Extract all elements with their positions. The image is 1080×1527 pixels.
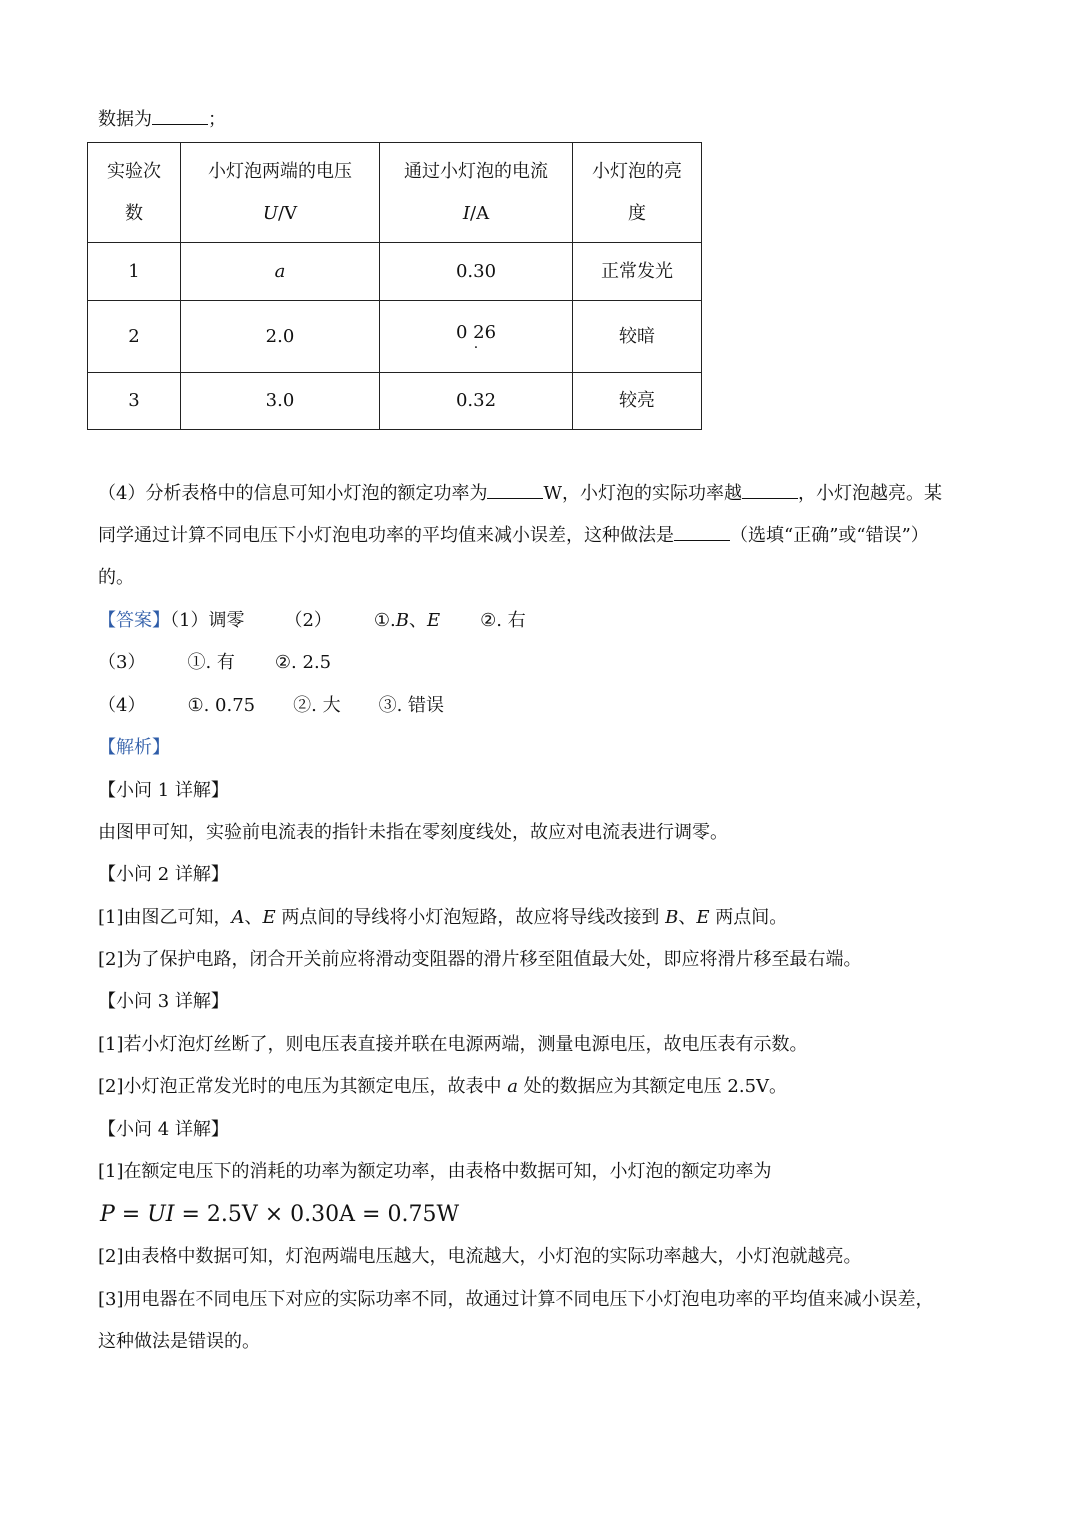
table-cell: 较暗 [573, 301, 702, 373]
section-title: 【小问 1 详解】 [98, 780, 229, 801]
header-cell: 小灯泡的亮 度 [573, 143, 702, 243]
table-cell: 3 [88, 373, 181, 430]
table-cell: 1 [88, 243, 181, 301]
paragraph: 这种做法是错误的。 [98, 1331, 260, 1352]
table-cell: 2.0 [181, 301, 380, 373]
paragraph: [3]用电器在不同电压下对应的实际功率不同，故通过计算不同电压下小灯泡电功率的平均值来减小误差， [98, 1289, 934, 1310]
table-cell: 0.30 [380, 243, 573, 301]
header-cell: 实验次 数 [88, 143, 181, 243]
paragraph: [1]由图乙可知，A、E 两点间的导线将小灯泡短路，故应将导线改接到 B、E 两点间。 [98, 907, 788, 928]
analysis-tag: 【解析】 [98, 737, 170, 758]
question-4-line-1: （4）分析表格中的信息可知小灯泡的额定功率为 W，小灯泡的实际功率越 ，小灯泡越亮。某 [98, 483, 942, 504]
question-4-line-3: 的。 [98, 567, 134, 588]
data-table [87, 142, 702, 430]
answer-blank [487, 484, 543, 499]
section-title: 【小问 2 详解】 [98, 864, 229, 885]
answer-line-1: 【答案】（1）调零 （2） ①.B、E ②. 右 [98, 610, 526, 631]
table-row [88, 373, 702, 430]
answer-blank [152, 110, 208, 125]
table-cell: 2 [88, 301, 181, 373]
intro-line: 数据为 ； [98, 109, 226, 130]
table-cell: 3.0 [181, 373, 380, 430]
paragraph: [1]若小灯泡灯丝断了，则电压表直接并联在电源两端，测量电源电压，故电压表有示数。 [98, 1034, 808, 1055]
paragraph: [2]由表格中数据可知，灯泡两端电压越大，电流越大，小灯泡的实际功率越大，小灯泡就越亮。 [98, 1246, 862, 1267]
table-cell: 较亮 [573, 373, 702, 430]
power-formula: P = UI = 2.5V × 0.30A = 0.75W [100, 1202, 460, 1227]
table-row [88, 301, 702, 373]
answer-blank [742, 484, 798, 499]
header-cell: 小灯泡两端的电压 U/V [181, 143, 380, 243]
table-cell: a [181, 243, 380, 301]
paragraph: [1]在额定电压下的消耗的功率为额定功率，由表格中数据可知，小灯泡的额定功率为 [98, 1161, 772, 1182]
section-title: 【小问 3 详解】 [98, 991, 229, 1012]
answer-tag: 【答案】 [98, 610, 170, 631]
table-cell: 0.32 [380, 373, 573, 430]
paragraph: 由图甲可知，实验前电流表的指针未指在零刻度线处，故应对电流表进行调零。 [98, 822, 728, 843]
table-cell: 正常发光 [573, 243, 702, 301]
table-cell: 0 26 · [380, 301, 573, 373]
paragraph: [2]小灯泡正常发光时的电压为其额定电压，故表中 a 处的数据应为其额定电压 2.5V。 [98, 1076, 788, 1097]
answer-line-2: （3） ①. 有 ②. 2.5 [98, 652, 332, 673]
paragraph: [2]为了保护电路，闭合开关前应将滑动变阻器的滑片移至阻值最大处，即应将滑片移至最右端。 [98, 949, 862, 970]
answer-blank [674, 526, 730, 541]
question-4-line-2: 同学通过计算不同电压下小灯泡电功率的平均值来减小误差，这种做法是 （选填“正确”或“错误”） [98, 525, 929, 546]
table-row [88, 243, 702, 301]
section-title: 【小问 4 详解】 [98, 1119, 229, 1140]
answer-line-3: （4） ①. 0.75 ②. 大 ③. 错误 [98, 695, 445, 716]
header-cell: 通过小灯泡的电流 I/A [380, 143, 573, 243]
table-header-row [88, 143, 702, 243]
